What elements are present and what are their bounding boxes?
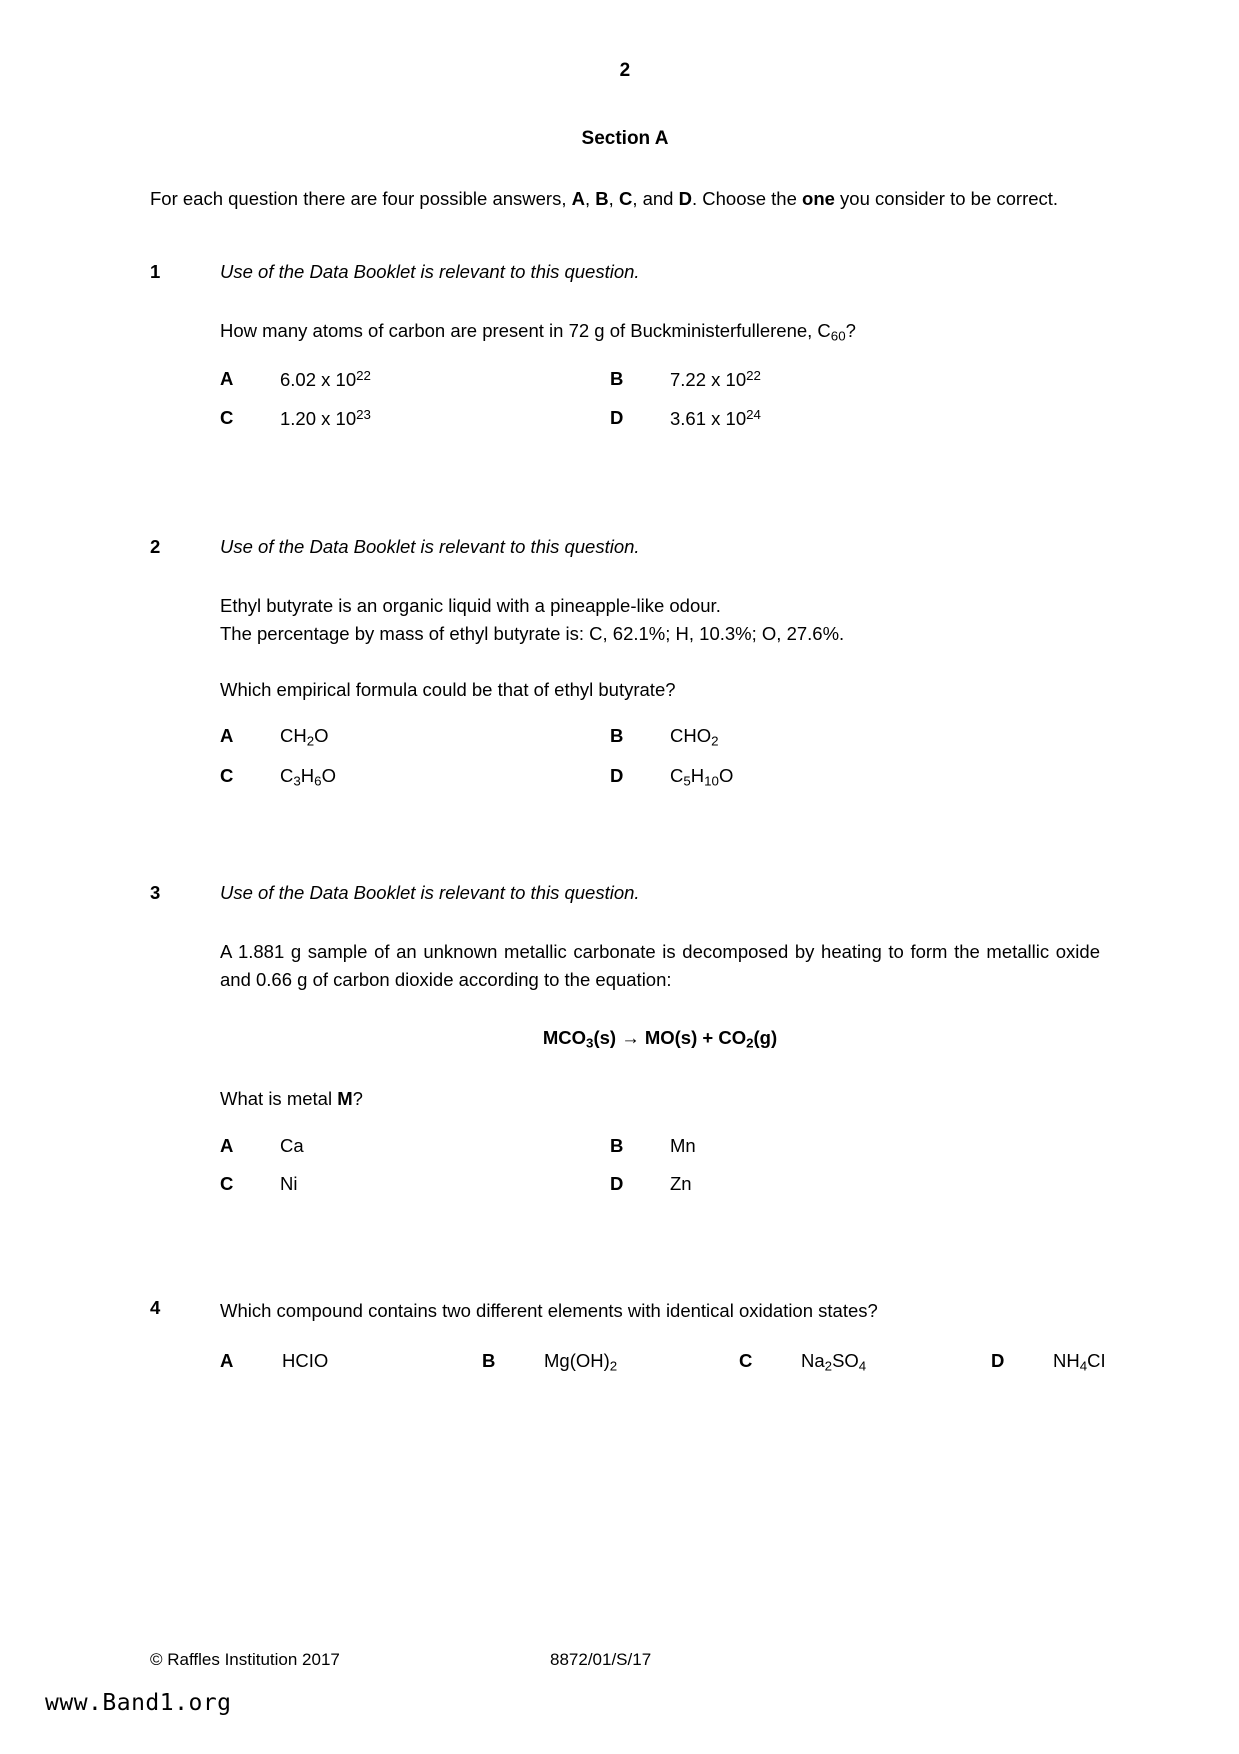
question-prompt: Which compound contains two different elements with identical oxidation states? [220,1299,878,1321]
spacer [150,1205,1100,1297]
answer-options [220,725,1100,788]
page-footer [150,1650,1100,1670]
option-letter-b[interactable]: B [610,1134,624,1156]
question-2 [150,536,1100,788]
answer-options [220,1135,1100,1195]
chemical-equation: $MCO_3(s) \to MO(s) + CO_2(g)$ [542,1027,778,1051]
intro-sep-2: , [608,188,619,209]
intro-text-3: you consider to be correct. [834,188,1059,209]
option-value-c[interactable]: $C_3H_6O$ [280,764,336,788]
intro-text-2: . Choose the [691,188,803,209]
option-value-b[interactable]: Mn [670,1134,696,1156]
option-value-c[interactable]: $Na_2SO_4$ [801,1350,867,1374]
question-prompt: Which empirical formula could be that of ethyl butyrate? [220,678,676,700]
question-stem [220,317,1100,346]
option-value-b[interactable]: $CHO_2$ [670,725,719,749]
spacer [150,798,1100,882]
question-1 [150,261,1100,430]
option-letter-a[interactable]: A [220,1350,234,1372]
option-d-exponent: 24 [746,407,761,423]
option-value-d[interactable]: $C_5H_{10}O$ [670,764,734,788]
page-number: 2 [619,60,631,81]
question-number: 4 [150,1296,161,1318]
option-a-exponent: 22 [356,368,371,384]
option-value-d[interactable] [670,407,1100,430]
page-content [150,60,1106,1384]
option-letter-a[interactable]: A [220,368,234,390]
question-instruction: Use of the Data Booklet is relevant to this question. [220,260,640,282]
option-letter-b[interactable]: B [610,725,624,747]
section-instructions [150,186,1100,213]
question-number: 1 [150,260,161,282]
question-prompt [220,1085,1100,1113]
option-c-base: 1.20 x 10 [280,408,357,430]
paper-code: 8872/01/S/17 [550,1650,652,1669]
option-value-b[interactable] [670,368,1100,391]
question-3 [150,882,1100,1195]
option-value-a[interactable]: Ca [280,1134,304,1156]
option-d-base: 3.61 x 10 [670,408,747,430]
option-value-b[interactable]: $Mg(OH)_2$ [544,1350,618,1374]
spacer [150,440,1100,536]
question-instruction: Use of the Data Booklet is relevant to this question. [220,881,640,903]
option-letter-a[interactable]: A [220,725,234,747]
option-c-exponent: 23 [356,407,371,423]
answer-options [220,1350,1106,1374]
prompt-text-post: ? [352,1087,363,1109]
option-letter-b[interactable]: B [482,1350,496,1372]
intro-option-b: B [595,188,609,209]
option-letter-d[interactable]: D [610,1172,624,1194]
stem-text-pre: How many atoms of carbon are present in 72 g of Buckministerfullerene, C [220,319,831,341]
intro-text-1: For each question there are four possible answers, [150,188,572,209]
watermark: www.Band1.org [45,1690,232,1716]
question-stem-line-2: The percentage by mass of ethyl butyrate is: C, 62.1%; H, 10.3%; O, 27.6%. [220,622,845,644]
stem-subscript: 60 [830,328,846,344]
option-value-c[interactable] [280,407,610,430]
prompt-metal-symbol: M [337,1087,353,1109]
option-b-base: 7.22 x 10 [670,369,747,391]
option-value-d[interactable]: $NH_4CI$ [1053,1350,1106,1374]
copyright-notice: © Raffles Institution 2017 [150,1650,340,1669]
option-value-d[interactable]: Zn [670,1172,692,1194]
option-b-exponent: 22 [746,368,761,384]
option-value-c[interactable]: Ni [280,1172,298,1194]
answer-options [220,368,1100,430]
intro-sep-1: , [585,188,596,209]
option-letter-b[interactable]: B [610,368,624,390]
question-body [220,882,1100,1195]
option-letter-d[interactable]: D [610,407,624,429]
prompt-text-pre: What is metal [220,1087,338,1109]
question-instruction: Use of the Data Booklet is relevant to this question. [220,536,640,558]
question-number: 3 [150,881,161,903]
section-title: Section A [581,128,669,149]
question-stem-line-1: Ethyl butyrate is an organic liquid with a pineapple-like odour. [220,595,721,617]
option-value-a[interactable] [280,368,610,391]
question-stem: A 1.881 g sample of an unknown metallic carbonate is decomposed by heating to form the metallic oxide and 0.66 g of carbon dioxide according to the equation: [220,940,1100,990]
stem-text-post: ? [845,319,856,341]
option-letter-c[interactable]: C [220,764,234,786]
option-a-base: 6.02 x 10 [280,369,357,391]
option-letter-a[interactable]: A [220,1134,234,1156]
option-value-a[interactable]: $CH_2O$ [280,725,329,749]
intro-sep-3: , and [632,188,679,209]
option-letter-d[interactable]: D [991,1350,1005,1372]
intro-emphasis-one: one [802,188,835,209]
option-letter-c[interactable]: C [220,407,234,429]
option-letter-d[interactable]: D [610,764,624,786]
question-body [220,536,1100,788]
intro-option-a: A [571,188,585,209]
question-body [220,1297,1106,1374]
question-4 [150,1296,1106,1374]
intro-option-c: C [618,188,633,209]
option-value-a[interactable]: HCIO [282,1350,329,1372]
question-number: 2 [150,536,161,558]
intro-option-d: D [678,188,692,209]
option-letter-c[interactable]: C [220,1172,234,1194]
question-body [220,261,1100,430]
option-letter-c[interactable]: C [739,1350,753,1372]
